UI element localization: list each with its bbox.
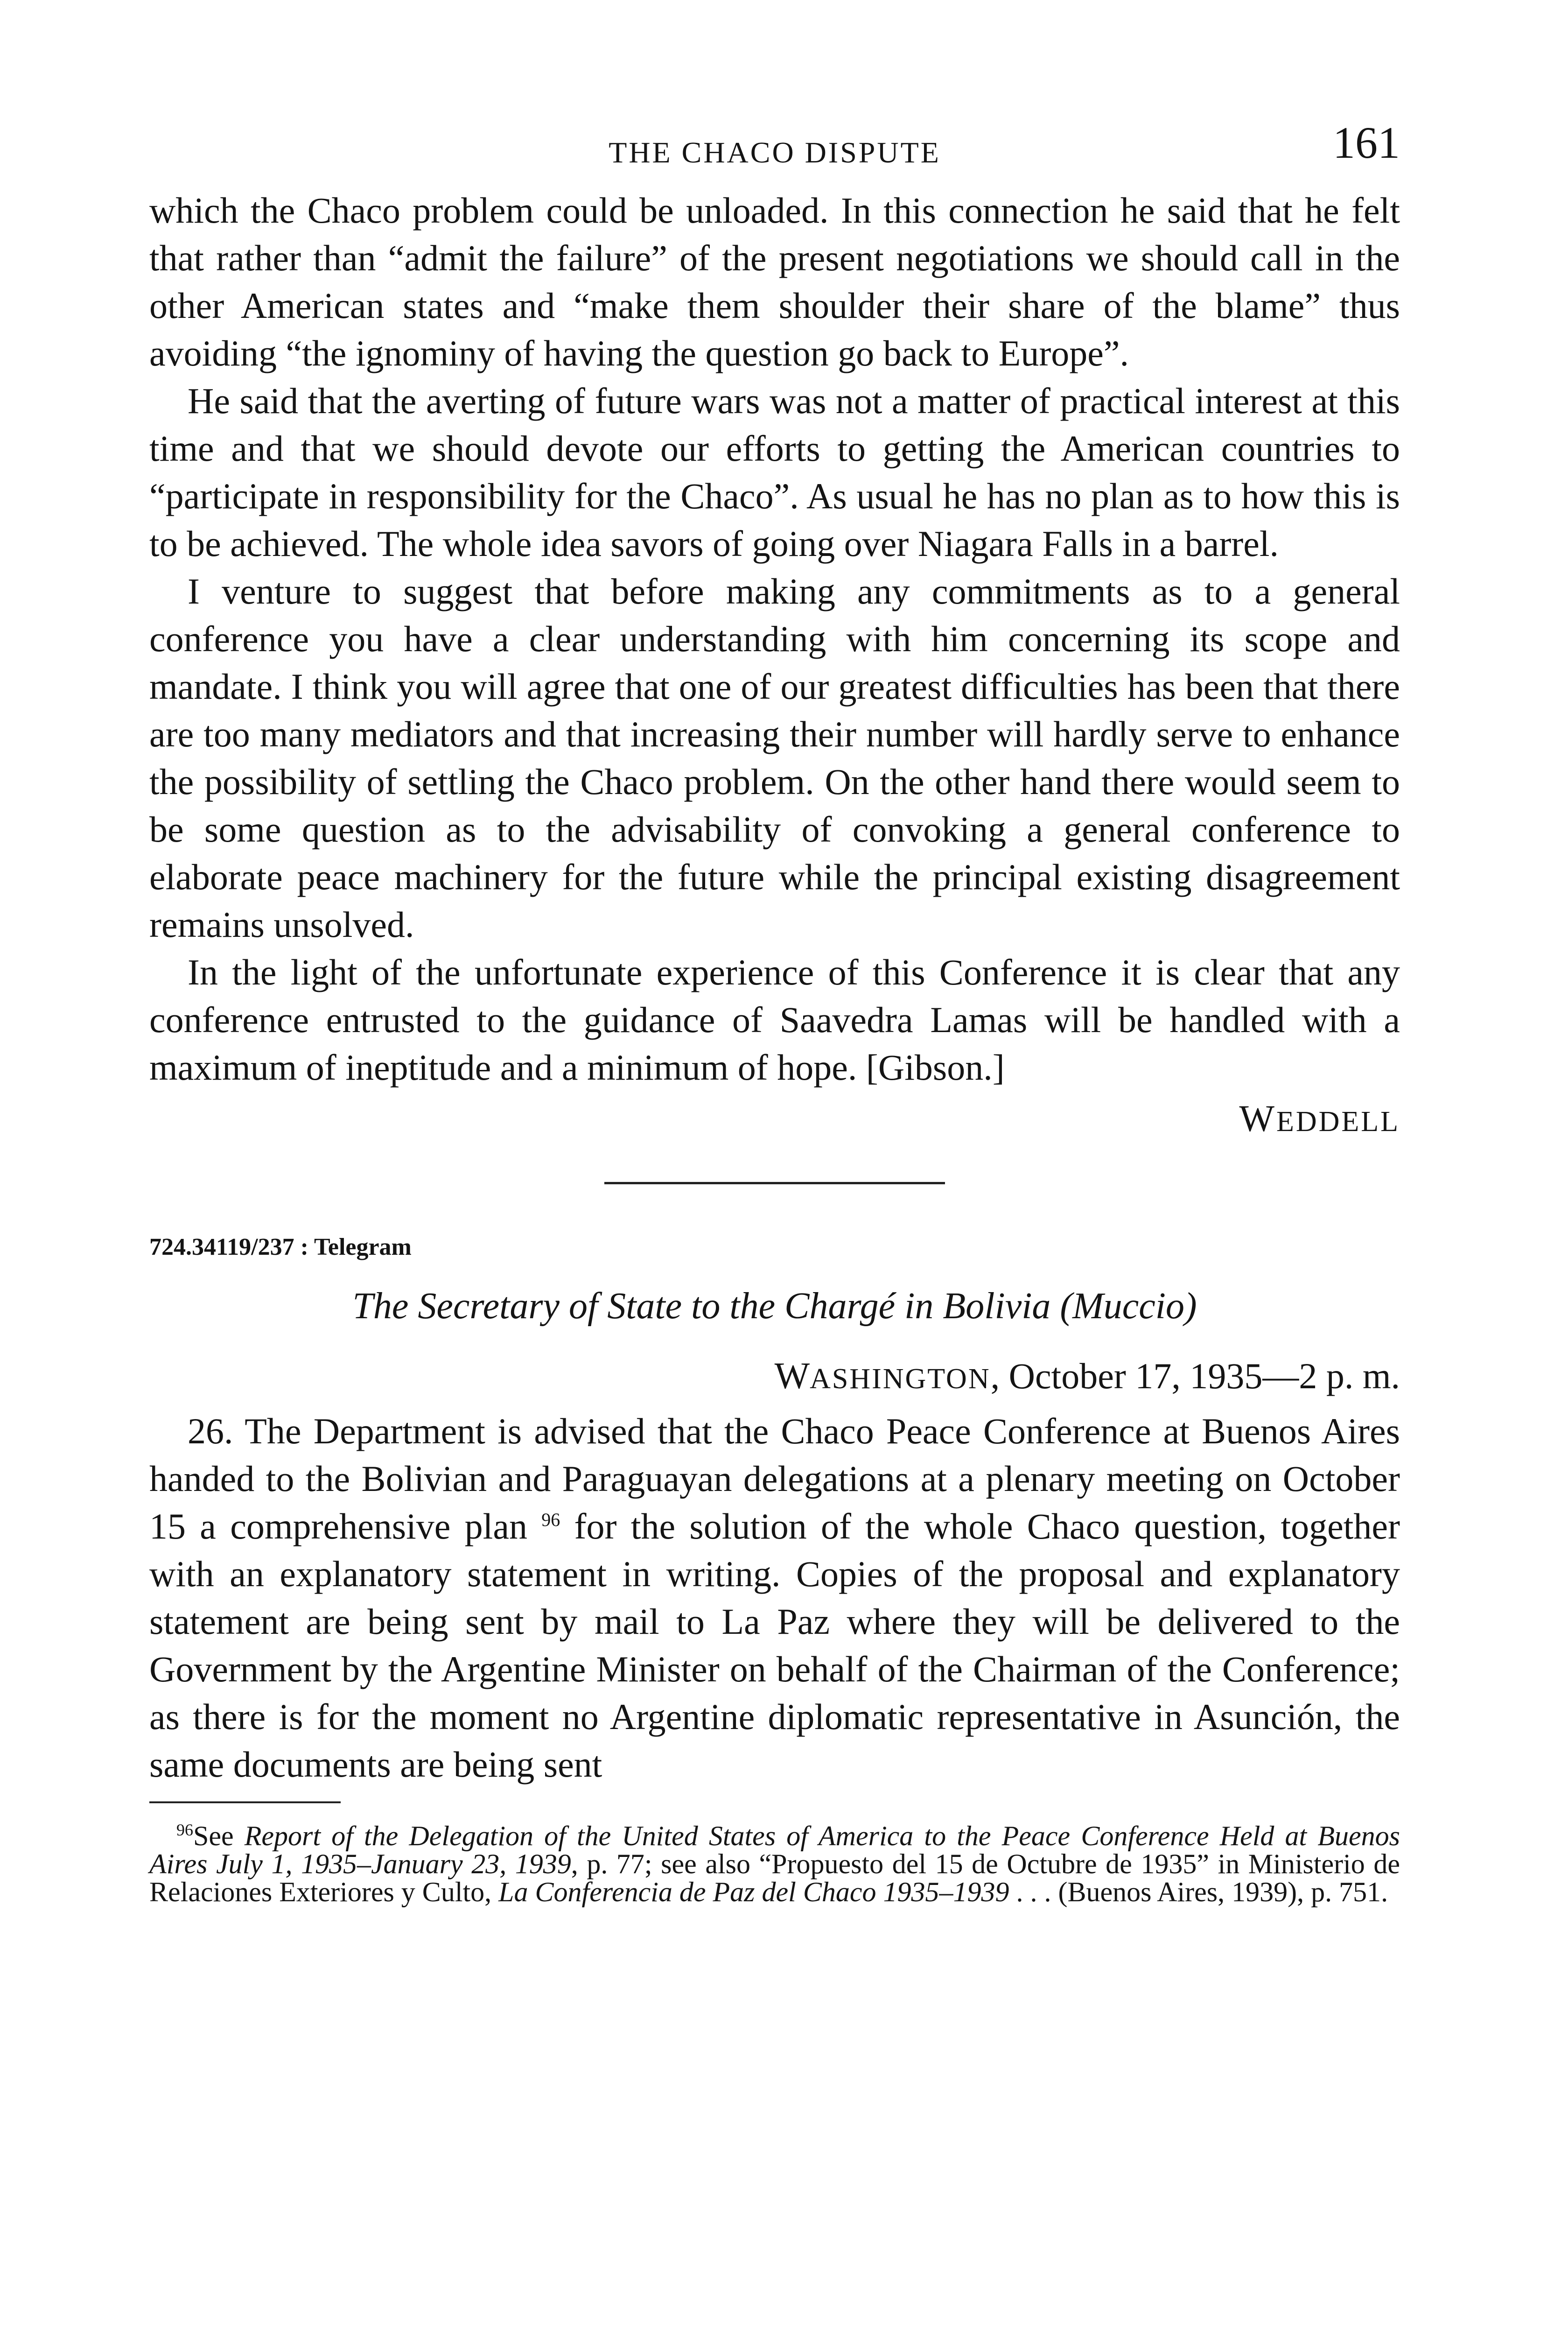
document-page bbox=[149, 117, 1400, 1906]
signature bbox=[149, 1098, 1400, 1149]
footnote bbox=[149, 1822, 1400, 1906]
paragraph-1: which the Chaco problem could be unloaded. In this connection he said that he felt that rather than “admit the failure” of the present negotiations we should call in the other American states and “make them shoulder their share of the blame” thus avoiding “the ignominy of having the question go back to Europe”. bbox=[149, 190, 1400, 373]
running-head bbox=[149, 117, 1400, 187]
dateline-place-initial: W bbox=[774, 1356, 810, 1397]
dateline-date: , October 17, 1935—2 p. m. bbox=[990, 1356, 1400, 1396]
signature-initial: W bbox=[1239, 1098, 1276, 1139]
signature-rest: EDDELL bbox=[1276, 1106, 1400, 1138]
footnote-title-2: La Conferencia de Paz del Chaco 1935–1939 bbox=[498, 1877, 1009, 1907]
footnote-rule bbox=[149, 1801, 341, 1803]
running-title: THE CHACO DISPUTE bbox=[609, 136, 941, 169]
telegram-paragraph bbox=[149, 1407, 1400, 1788]
dateline bbox=[149, 1350, 1400, 1405]
footnote-end: . . . (Buenos Aires, 1939), p. 751. bbox=[1009, 1877, 1388, 1907]
page-number: 161 bbox=[1333, 118, 1400, 168]
paragraph-3: I venture to suggest that before making any commitments as to a general conference you have a clear understanding with him concerning its scope and mandate. I think you will agree that one of our greatest difficulties has been that there are too many mediators and that increasing their number will hardly serve to enhance the possibility of settling the Chaco problem. On the other hand there would seem to be some question as to the advisability of convoking a general conference to elaborate peace machinery for the future while the principal existing disagreement remains unsolved. bbox=[149, 571, 1400, 945]
footnote-reference: 96 bbox=[541, 1509, 560, 1530]
paragraph-2: He said that the averting of future wars was not a matter of practical interest at this time and that we should devote our efforts to getting the American countries to “participate in responsibility for the Chaco”. As usual he has no plan as to how this is to be achieved. The whole idea savors of going over Niagara Falls in a barrel. bbox=[149, 380, 1400, 564]
footnote-see: See bbox=[193, 1821, 245, 1851]
paragraph-4: In the light of the unfortunate experience of this Conference it is clear that any conference entrusted to the guidance of Saavedra Lamas will be handled with a maximum of ineptitude and a minimum of hope. [Gibson.] bbox=[149, 952, 1400, 1088]
telegram-text-end: for the solution of the whole Chaco question, together with an explanatory statement in writing. Copies of the proposal and explanatory statement are being sent by mail to La Paz where they will be delivered to the Government by the Argentine Minister on behalf of the Chairman of the Conference; as there is for the moment no Argentine diplomatic representative in Asunción, the same documents are being sent bbox=[149, 1506, 1400, 1785]
footnote-middle: , p. 77; see also “Propuesto del 15 de Octubre de 1935” in Ministerio de Relaciones Exteriores y Culto, bbox=[149, 1849, 1400, 1907]
document-heading: The Secretary of State to the Chargé in Bolivia (Muccio) bbox=[352, 1286, 1197, 1327]
document-id: 724.34119/237 : Telegram bbox=[149, 1234, 412, 1260]
footnote-mark: 96 bbox=[176, 1821, 193, 1839]
telegram-body bbox=[149, 1407, 1400, 1788]
telegram-text-start: 26. The Department is advised that the Chaco Peace Conference at Buenos Aires handed to the Bolivian and Paraguayan delegations at a plenary meeting on October 15 a comprehensive plan bbox=[149, 1411, 1400, 1547]
section-divider bbox=[604, 1182, 945, 1184]
dateline-place: ASHINGTON bbox=[810, 1363, 991, 1395]
footnote-title-1: Report of the Delegation of the United States of America to the Peace Conference Held at Buenos Aires July 1, 1935–January 23, 1939 bbox=[149, 1821, 1400, 1879]
body-text bbox=[149, 187, 1400, 1091]
